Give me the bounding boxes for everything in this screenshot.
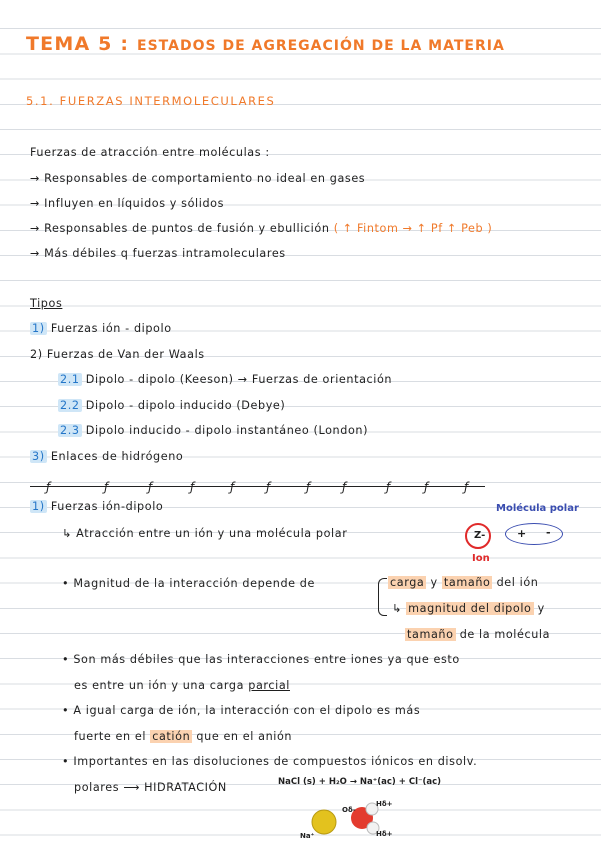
paragraph-cation: • A igual carga de ión, la interacción con el dipolo es más — [62, 704, 421, 717]
divider-tick-icon: ƒ — [104, 480, 109, 494]
section-heading: 5.1. FUERZAS INTERMOLECULARES — [26, 94, 276, 108]
paragraph-importantes: • Importantes en las disoluciones de compuestos iónicos en disolv. — [62, 755, 478, 768]
sodium-label: Na⁺ — [300, 832, 315, 840]
ion-label: Ion — [472, 553, 490, 564]
arrow-icon: → — [30, 222, 45, 235]
hydrogen-label-bottom: Hδ+ — [376, 830, 393, 838]
divider-tick-icon: ƒ — [386, 480, 391, 494]
tipos-item: 3) Enlaces de hidrógeno — [32, 450, 184, 463]
divider-tick-icon: ƒ — [190, 480, 195, 494]
return-arrow-icon: ↳ — [392, 602, 407, 615]
divider-line — [30, 486, 485, 487]
ion-dipolo-heading: 1) Fuerzas ión-dipolo — [32, 500, 164, 513]
tipos-item: 1) Fuerzas ión - dipolo — [32, 322, 172, 335]
bullet-dot: • — [62, 755, 74, 768]
oxygen-label: Oδ- — [342, 806, 356, 814]
paragraph-cation-cont: fuerte en el catión que en el anión — [74, 730, 293, 743]
intro-bullet: → Responsables de puntos de fusión y ebullición ( ↑ Fintom → ↑ Pf ↑ Peb ) — [30, 222, 493, 235]
paragraph-weaker: • Son más débiles que las interacciones entre iones ya que esto — [62, 653, 460, 666]
bullet-dot: • — [62, 653, 74, 666]
intro-note: ( ↑ Fintom → ↑ Pf ↑ Peb ) — [333, 222, 493, 235]
divider-tick-icon: ƒ — [230, 480, 235, 494]
magnitud-factor-dipolo: ↳ magnitud del dipolo y — [392, 602, 545, 615]
bullet-dot: • — [62, 577, 74, 590]
hydrogen-label-top: Hδ+ — [376, 800, 393, 808]
tipos-subitem: 2.2 Dipolo - dipolo inducido (Debye) — [60, 399, 286, 412]
divider-tick-icon: ƒ — [148, 480, 153, 494]
arrow-icon: → — [30, 247, 45, 260]
hydration-equation: NaCl (s) + H₂O → Na⁺(ac) + Cl⁻(ac) — [278, 777, 442, 787]
ion-dipolo-definition: ↳ Atracción entre un ión y una molécula polar — [62, 527, 348, 540]
polar-molecule-ellipse — [505, 523, 563, 545]
arrow-icon: → — [30, 197, 45, 210]
tipos-subitem: 2.3 Dipolo inducido - dipolo instantáneo (London) — [60, 424, 369, 437]
ion-symbol: Z- — [474, 530, 486, 541]
magnitud-factor-carga: carga y tamaño del ión — [390, 576, 539, 589]
tipos-item: 2) Fuerzas de Van der Waals — [30, 348, 205, 361]
arrow-icon: → — [30, 172, 45, 185]
magnitud-lead: • Magnitud de la interacción depende de — [62, 577, 315, 590]
magnitud-factor-tamano: tamaño de la molécula — [407, 628, 551, 641]
polar-molecule-title: Molécula polar — [496, 503, 579, 514]
brace-icon — [378, 578, 387, 616]
negative-pole: - — [546, 526, 551, 539]
intro-bullet: → Más débiles q fuerzas intramoleculares — [30, 247, 286, 260]
title-prefix: TEMA 5 : — [26, 33, 130, 55]
paragraph-weaker-cont: es entre un ión y una carga parcial — [74, 679, 290, 692]
divider-tick-icon: ƒ — [266, 480, 271, 494]
divider-tick-icon: ƒ — [424, 480, 429, 494]
divider-tick-icon: ƒ — [342, 480, 347, 494]
intro-heading: Fuerzas de atracción entre moléculas : — [30, 146, 270, 159]
page-title — [26, 33, 505, 55]
bullet-dot: • — [62, 704, 74, 717]
hydration-molecule-icon — [300, 796, 410, 846]
intro-bullet: → Influyen en líquidos y sólidos — [30, 197, 225, 210]
title-rest: ESTADOS DE AGREGACIÓN DE LA MATERIA — [137, 38, 505, 54]
positive-pole: + — [517, 527, 527, 540]
divider-tick-icon: ƒ — [464, 480, 469, 494]
long-arrow-icon: ⟶ — [123, 781, 140, 794]
divider-tick-icon: ƒ — [306, 480, 311, 494]
divider-tick-icon: ƒ — [46, 480, 51, 494]
return-arrow-icon: ↳ — [62, 527, 77, 540]
sodium-ion-sphere — [312, 810, 336, 834]
paragraph-hidratacion: polares ⟶ HIDRATACIÓN — [74, 781, 227, 794]
tipos-subitem: 2.1 Dipolo - dipolo (Keeson) → Fuerzas de orientación — [60, 373, 393, 386]
tipos-heading: Tipos — [30, 297, 63, 310]
intro-bullet: → Responsables de comportamiento no ideal en gases — [30, 172, 366, 185]
